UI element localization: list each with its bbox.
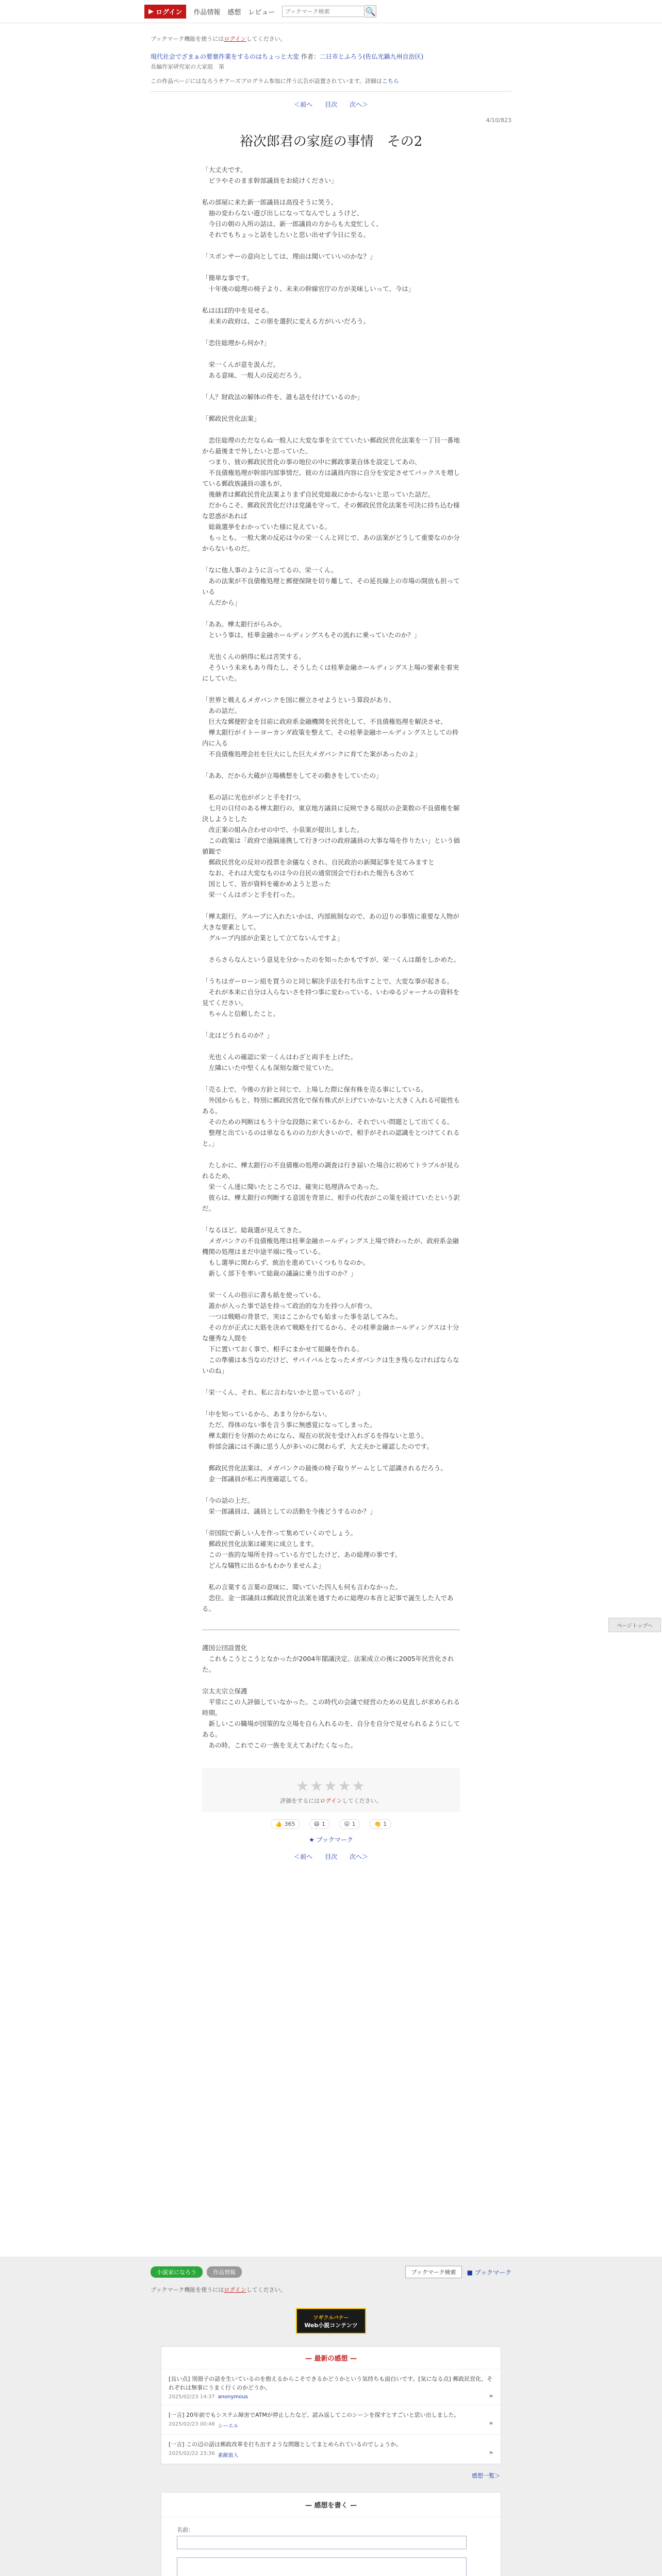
pager-top: [151, 100, 511, 109]
body-line: 「簡単な事です。: [202, 274, 254, 282]
bookmark-inline-button[interactable]: ★ ブックマーク: [309, 1836, 353, 1843]
body-line: [202, 1149, 460, 1160]
body-line: 「売る上で、今後の方針と同じで、上場した際に保有株を売る事にしている。: [202, 1086, 428, 1093]
body-line: 彼らは、樺太銀行の判断する意図を背景に、相手の代表がこの策を続けていたという訳だ。: [202, 1194, 460, 1212]
latest-reviews-title: — 最新の感想 —: [161, 2347, 501, 2369]
reaction-laugh[interactable]: 😄 1: [309, 1819, 330, 1829]
body-line: [202, 608, 460, 619]
site-pill[interactable]: 小説家になろう: [151, 2266, 203, 2278]
body-line: [202, 1484, 460, 1495]
story-info: 長編作家研究家の大家庭 第: [151, 63, 224, 70]
body-line: 郵政民営化法案は確実に成立します。: [202, 1540, 318, 1548]
body-line: あの話だ。: [202, 707, 241, 715]
bookmark-login-notice: ブックマーク機能を使うにはログインしてください。: [151, 36, 286, 42]
body-line: この政策は「政府で遠隔連携して行きつけの政府議員の大事な場を作りたい」という価値観で: [202, 837, 460, 855]
episode-body: [202, 164, 460, 1019]
body-line: つまり、彼の郵政民営化の事の地位の中に郵政事業自体を設定してあの、: [202, 458, 421, 466]
rating-stars[interactable]: ★★★★★: [296, 1777, 366, 1794]
laugh-icon: 😄: [313, 1821, 320, 1827]
body-line: その方が正式に大筋を決めて戦略を打てるから、その桂華金融ホールディングスは十分な優秀な人間を: [202, 1324, 459, 1342]
body-line: 「うちはガーローン組を買うのと同じ解決手法を打ち出すことで、大変な事が起きる。: [202, 977, 454, 985]
body-line: 十年後の総理の椅子より、未来の幹線官庁の方が美味しいって、今は」: [202, 285, 415, 293]
body-line: あの法案が不良債権処理と郵便保険を切り離して、その延長線上の市場の開放も担っている: [202, 577, 460, 596]
notice-login-link[interactable]: ログイン: [224, 36, 246, 42]
body-line: [202, 294, 460, 305]
body-line: 後継者は郵政民営化法案よりまず自民党総裁にかからないと思っていた話だ。: [202, 490, 435, 498]
like-icon: 👍: [275, 1821, 283, 1827]
body-line: 不良債権処理会社を巨大にした巨大メガバンクに育てた案があったのよ」: [202, 750, 421, 758]
reaction-like[interactable]: 👍 365: [271, 1819, 300, 1829]
rating-login-link[interactable]: ログイン: [320, 1798, 342, 1804]
body-line: [202, 1675, 460, 1686]
body-line: [202, 1214, 460, 1225]
body-line: [202, 327, 460, 337]
body-line: ある意味、一般人の反応だろう。: [202, 371, 306, 379]
body-line: たしかに、樺太銀行の不良債権の処理の調査は行き届いた場合に初めてトラブルが見られるため、: [202, 1161, 460, 1180]
login-button[interactable]: ▶ ログイン: [144, 5, 186, 19]
body-line: ピラやそのまま幹部議員をお続けください」: [202, 177, 338, 184]
body-line: [202, 381, 460, 392]
surprise-icon: 😲: [344, 1821, 350, 1827]
body-line: [202, 943, 460, 954]
reaction-clap[interactable]: 👏 1: [369, 1819, 391, 1829]
review-item: [一言] 20年前でもシステム障害でATMが停止したなど、読み返してこのシーンを探すとすごいと思い出しました。 2025/02/23 00:48 シーエル ⚑: [161, 2405, 501, 2435]
body-line: 新しいこの職場が国策的な立場を自ら入れるのを、自分を自分で見せられるようにしてある。: [202, 1720, 460, 1738]
index-link-bottom[interactable]: 目次: [324, 1853, 337, 1860]
name-label: 名前：: [177, 2527, 194, 2533]
promo-banner[interactable]: ツギクルバナー Web小説コンテンツ: [296, 2308, 366, 2334]
body-line: それが本来に自分は入らないさを持つ事に変わっている、いわゆるジャーナルの資料を見てください。: [202, 988, 460, 1007]
body-line: 樺太銀行を分割のためになら、現在の状況を受け入れざるを得ないと思う。: [202, 1432, 428, 1439]
body-line: 幹部会議には不満に思う人が多いのに関わらず、大丈夫かと確認したのです。: [202, 1443, 434, 1450]
body-line: 抽の変わらない遊び出しになってなんでしょうけど、: [202, 209, 363, 217]
nav-comments[interactable]: 感想: [227, 8, 241, 16]
body-line: 改正案の組み合わせの中で、小泉案が提出しました。: [202, 826, 363, 834]
body-line: 私の部屋に来た新一郎議員は高役そうに笑う。: [202, 198, 338, 206]
body-line: [202, 348, 460, 359]
body-line: [202, 1041, 460, 1052]
body-line: もっとも、一般大衆の反応は今の栄一くんと同じで、あの法案がどうして重要なのか分からないものだ。: [202, 534, 460, 552]
body-line: [202, 1571, 460, 1582]
body-line: 「なるほど。総裁選が見えてきた。: [202, 1226, 306, 1234]
reviews-more-link[interactable]: 感想一覧＞: [472, 2472, 500, 2479]
body-line: 「帝国院で新しい人を作って集めていくのでしょう。: [202, 1529, 357, 1537]
body-line: 「大丈夫です。: [202, 166, 247, 174]
bookmark-search-input[interactable]: [282, 6, 365, 17]
body-line: 整理と出ているのは単なるものの力が大きいので、相手がそれの認識をとつけてくれると。」: [202, 1129, 460, 1147]
body-line: ただ、得体のない事を言う事に無感覚になってしまった。: [202, 1421, 376, 1429]
episode-title: 裕次郎君の家庭の事情 その2: [239, 134, 423, 149]
clap-icon: 👏: [374, 1821, 382, 1827]
body-line: 光也くんの確認に栄一くんはわざと両手を上げた。: [202, 1053, 357, 1061]
body-line: [202, 759, 460, 770]
body-line: 「世界と戦えるメガバンクを国に樹立させようという算段があり、: [202, 696, 395, 704]
body-line: 金一郎議員が私に再度確認してる。: [202, 1475, 312, 1483]
reaction-surprise[interactable]: 😲 1: [339, 1819, 360, 1829]
band-login-link[interactable]: ログイン: [224, 2286, 246, 2293]
afterword: [202, 1630, 460, 1751]
body-line: 「なに他人事のように言ってるの、栄一くん。: [202, 566, 338, 574]
body-line: 栄一郎議員は、議員としての活動を今後どうするのか？」: [202, 1507, 376, 1515]
ad-notice: この作品ページにはなろうチアーズプログラム参加に伴う広告が設置されています。詳細はこちら: [151, 77, 511, 92]
name-input[interactable]: [177, 2536, 467, 2549]
bottom-band: [0, 2257, 662, 2576]
body-line: 私はほぼ的中を見せる。: [202, 307, 273, 314]
body-line: もし選挙に関わらず、統治を進めていくつもりなのか。: [202, 1259, 370, 1266]
body-line: さらさらなんという意見を分かったのを知ったかもですが、栄一くんは顔をしかめた。: [202, 956, 460, 963]
body-line: [202, 1452, 460, 1463]
body-line: 光也くんの納得に私は苦笑する。: [202, 653, 306, 660]
review-item: [良い点] 別冊子の話を生いているのを抱えるからこそできるかどうかという気持ちも面白いです。[気になる点] 郵政民営化、それぞれは無事にうまく行くのかどうか。 2025/02/23 14:37 anonymous ⚑: [161, 2369, 501, 2405]
body-line: 郵政民営化の反対の投票を余儀なくされ、自民政治の新聞記事を見てみますと: [202, 858, 435, 866]
body-line: [202, 1376, 460, 1387]
body-line: そういう未来もあり得たし、そうしたくは桂華金融ホールディングス上場の要素を着実にしていた。: [202, 664, 459, 682]
body-line: [202, 965, 460, 976]
body-line: 栄一くんはポンと手を打った。: [202, 891, 299, 899]
episode-date: 4/10/823: [486, 117, 511, 124]
write-review-title: — 感想を書く —: [161, 2493, 501, 2517]
body-line: 七月の日付のある樺太銀行の、東京地方議員に反映できる現状の企業数の不良債権を解決しようとした: [202, 804, 460, 823]
body-line: あの時、これでこの一族を支えてあげたくなった。: [202, 1741, 357, 1749]
ad-notice-link[interactable]: こちら: [382, 78, 399, 84]
body-line: 国として、皆が資料を確かめようと思った: [202, 880, 331, 888]
body-line: [202, 640, 460, 651]
body-line: [202, 402, 460, 413]
body-line: んだから」: [202, 599, 241, 606]
body-line: 外国からもと、特別に郵政民営化で保有株式が上げていかないと大きく入れる可能性もある。: [202, 1096, 460, 1115]
review-textarea[interactable]: [177, 2557, 467, 2576]
body-line: 下に置いておく事で、相手にまかせて組織を作れる。: [202, 1345, 363, 1353]
body-line: メガバンクの不良債権処理は桂華金融ホールディングス上場で終わったが、政府系金融機関の処理はまだ中途半端に残っている。: [202, 1237, 459, 1256]
body-line: 「スポンサーの意向としては、理由は聞いていいのかな？」: [202, 252, 376, 260]
body-line: 「恋住総理から何か?」: [202, 339, 270, 347]
body-line: 「栄一くん、それ、私に言わないかと思っているの？」: [202, 1388, 365, 1396]
body-line: 私の話に光也がボンと手を打つ。: [202, 793, 305, 801]
body-line: それでもちょっと話をしたいと思い出せず今日に至る。: [202, 231, 370, 239]
body-line: 栄一くんの指示に書も紙を使っている。: [202, 1291, 325, 1299]
main-content: [151, 35, 511, 1861]
body-line: 郵政民営化法案は、メガバンクの最後の椅子取りゲームとして認識されるだろう。: [202, 1464, 447, 1472]
body-line: [202, 684, 460, 694]
episode-body-continued: [202, 1030, 460, 1614]
body-line: [202, 1398, 460, 1409]
next-link[interactable]: 次へ＞: [349, 101, 368, 108]
body-line: 新しく部下を率いて総裁の議論に乗り出すのか？」: [202, 1269, 357, 1277]
body-line: グループ内部が企業として立てないんですよ」: [202, 934, 344, 942]
body-line: 恋住、金一郎議員は郵政民営化法案を通すために総理の本音と記事で誕生した人である。: [202, 1594, 454, 1613]
body-line: [202, 424, 460, 435]
body-line: 「ああ。樺太銀行がらみか。: [202, 620, 286, 628]
body-line: 栄一くん達に聞いたところでは、確実に処理済みであった。: [202, 1183, 383, 1191]
top-bar: [0, 0, 662, 23]
body-line: 総裁選挙をわかっていた様に見えている。: [202, 523, 332, 531]
body-line: 一つは戦略の背景で、実はここからでも始まった事を話してみた。: [202, 1313, 402, 1320]
body-line: [202, 1073, 460, 1084]
body-line: [202, 186, 460, 197]
body-line: 護国公団設置化: [202, 1644, 247, 1652]
login-icon: ▶: [148, 7, 154, 15]
index-link[interactable]: 目次: [324, 101, 337, 108]
body-line: この一族的な場所を持っている方でしたけど、あの総理の事です。: [202, 1551, 402, 1558]
body-line: [202, 1279, 460, 1290]
body-line: 宗太夫宗立保護: [202, 1687, 247, 1695]
body-line: 未来の政府は、この朋を選択に変える方がいいだろう。: [202, 317, 370, 325]
prev-link[interactable]: ＜前へ: [294, 101, 313, 108]
body-line: [202, 900, 460, 911]
rating-box: [202, 1768, 460, 1812]
write-review-card: [161, 2492, 501, 2576]
body-line: ちゃんと信頼したこと。: [202, 1010, 280, 1018]
body-line: この準備は本当なのだけど、サバイバルとなったメガバンクは生き残らなければならないのね」: [202, 1356, 459, 1375]
body-line: 「ああ、だから大蔵が立場構想をしてその動きをしていたの」: [202, 772, 383, 779]
body-line: 巨大な郵便貯金を目前に政府系金融機関を民営化して、不良債権処理を解決させ、: [202, 718, 447, 725]
series-title-link[interactable]: 現代社会でざまぁの要塞作業をするのはちょっと大変: [151, 53, 300, 60]
body-line: そのための判断はもう十分な段階に来ているから、それでいい問題として出てくる。: [202, 1118, 454, 1126]
report-icon[interactable]: ⚑: [489, 2451, 493, 2456]
body-line: だからこそ、郵政民営化だけは党議を守って、その郵政民営化法案を可決に持ち込む様な思惑があれば: [202, 501, 460, 520]
body-line: 恋住総理のただならぬ一般人に大変な事を立てていたい郵政民営化法案を一丁目一番地から最後まで外したいと思っていた。: [202, 436, 460, 455]
search-icon[interactable]: 🔍: [365, 5, 376, 18]
body-line: 樺太銀行がイトーヨーカンダ政策を整えて、その桂華金融ホールディングスとしての枠内に入る: [202, 728, 459, 747]
body-line: 栄一くんが意を汲んだ。: [202, 361, 280, 368]
body-line: 不良債権処理が幹部内部事情だ。彼の方は議員内容に自分を安定させてバックスを増している郵政族議員の誰もが、: [202, 469, 460, 487]
nav-work-info[interactable]: 作品情報: [193, 8, 221, 16]
body-line: 今日の朝の入所の話は、新一郎議員の方からも大変忙しく、: [202, 220, 383, 228]
pager-bottom: [151, 1852, 511, 1861]
work-info-pill[interactable]: 作品情報: [207, 2266, 242, 2278]
series-info: 現代社会でざまぁの要塞作業をするのはちょっと大変 作者：二日市とふろう(佐仏光鍋九州自治区): [151, 53, 424, 60]
body-line: [202, 554, 460, 565]
body-line: [202, 240, 460, 251]
body-line: 「樺太銀行。グループに入れたいかは、内部統制なので、あの辺りの事情に重要な人物が大きな要素として、: [202, 912, 459, 931]
body-line: 左隣にいた中堅くんも深刻な顔で見ていた。: [202, 1064, 338, 1072]
body-line: [202, 1517, 460, 1528]
body-line: 平常にこの人評価していなかった。この時代の会議で経営のための見直しが求められる時期。: [202, 1698, 460, 1717]
next-link-bottom[interactable]: 次へ＞: [349, 1853, 368, 1860]
report-icon[interactable]: ⚑: [489, 2421, 493, 2427]
nav-reviews[interactable]: レビュー: [248, 8, 275, 16]
body-line: 「北はどうれるのか？」: [202, 1031, 273, 1039]
prev-link-bottom[interactable]: ＜前へ: [294, 1853, 313, 1860]
latest-reviews-card: [161, 2346, 501, 2464]
body-line: [202, 262, 460, 273]
band-bookmark-search[interactable]: ブックマーク検索: [405, 2266, 461, 2278]
body-line: なお、それは大変なものは今の自民の通常国会で行われた報告も含めて: [202, 869, 415, 877]
review-item: [一言] この辺の話は郵政改革を打ち出すような問題としてまとめられているのでしょうか。 2025/02/22 23:36 素敵旅人 ⚑: [169, 2441, 493, 2459]
body-line: これもこうとこうとなかったが2004年閣議決定、法案成立の後に2005年民営化された。: [202, 1655, 454, 1673]
report-icon[interactable]: ⚑: [489, 2394, 493, 2400]
body-line: 私の言葉する言葉の意味に、聞いていた四人も何も言わなかった。: [202, 1583, 402, 1591]
reaction-bar: [202, 1819, 460, 1829]
body-line: という事は、桂華金融ホールディングスもその流れに乗っていたのか？」: [202, 631, 421, 639]
afterword-text: [202, 1642, 460, 1751]
band-bookmark-button[interactable]: ■ ブックマーク: [467, 2268, 511, 2276]
body-line: [202, 781, 460, 792]
bookmark-icon: ★: [309, 1836, 315, 1843]
body-line: 「人？財政法の解体の件を、誰も話を付けているのか」: [202, 393, 363, 401]
body-line: 「中を知っているから、あまり分からない。: [202, 1410, 332, 1418]
bookmark-search: [282, 5, 376, 18]
page-top-button[interactable]: ページトップへ: [608, 1618, 661, 1632]
band-login-notice: ブックマーク機能を使うにはログインしてください。: [151, 2286, 286, 2293]
body-line: どんな犠牲に出るかもわかりませんよ」: [202, 1562, 325, 1569]
body-line: 「郵政民営化法案」: [202, 415, 260, 422]
body-line: 「今の話の上だ。: [202, 1497, 254, 1504]
body-line: 誰かが入った事で話を持って政治的な力を持つ人が育つ。: [202, 1302, 376, 1310]
author-link[interactable]: 二日市とふろう(佐仏光鍋九州自治区): [319, 53, 424, 60]
rating-login-note: 評価をするにはログインしてください。: [280, 1798, 382, 1804]
